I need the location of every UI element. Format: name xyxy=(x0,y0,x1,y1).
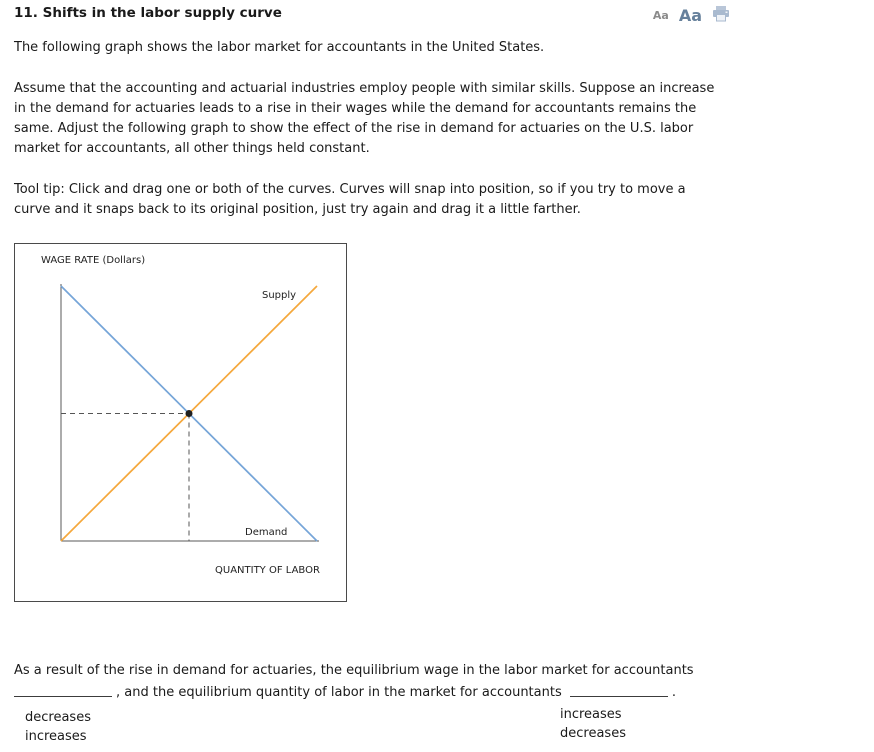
page-title: 11. Shifts in the labor supply curve xyxy=(14,5,282,21)
labor-market-chart xyxy=(14,243,347,602)
wage-option-increases[interactable]: increases xyxy=(25,729,87,744)
intro-paragraph: The following graph shows the labor market for accountants in the United States. xyxy=(14,40,545,55)
demand-label: Demand xyxy=(245,527,288,538)
tooltip-paragraph: Tool tip: Click and drag one or both of the curves. Curves will snap into position, so if you try to move a curve and it snaps back to its original position, just try again and drag it a little farther. xyxy=(14,182,686,217)
question-line1: As a result of the rise in demand for actuaries, the equilibrium wage in the labor market for accountants xyxy=(14,663,694,678)
question-line2 xyxy=(14,682,794,704)
y-axis-label: WAGE RATE (Dollars) xyxy=(41,255,146,266)
font-size-large-button[interactable]: Aa xyxy=(678,6,702,25)
instructions-paragraph: Assume that the accounting and actuarial industries employ people with similar skills. Suppose an increase in the demand for actuaries leads to a rise in their wages while the demand for accountants remains the same. Adjust the following graph to show the effect of the rise in demand for actuaries on the U.S. labor market for accountants, all other things held constant. xyxy=(14,81,715,156)
printer-icon[interactable] xyxy=(712,5,730,26)
header xyxy=(14,5,730,26)
quantity-dropdown-options xyxy=(560,705,626,743)
header-controls xyxy=(653,5,730,26)
wage-option-decreases[interactable]: decreases xyxy=(25,710,91,725)
question-line2-text: , and the equilibrium quantity of labor in the market for accountants xyxy=(116,685,562,700)
question-line2-end: . xyxy=(671,685,677,700)
supply-label: Supply xyxy=(262,290,297,301)
wage-answer-blank[interactable] xyxy=(14,683,112,697)
quantity-answer-blank[interactable] xyxy=(570,683,668,697)
wage-dropdown-options xyxy=(25,708,91,746)
x-axis-label: QUANTITY OF LABOR xyxy=(215,565,320,576)
quantity-option-decreases[interactable]: decreases xyxy=(560,726,626,741)
quantity-option-increases[interactable]: increases xyxy=(560,707,622,722)
equilibrium-point xyxy=(186,410,193,417)
question-block xyxy=(14,660,794,704)
font-size-small-button[interactable]: Aa xyxy=(652,9,669,22)
